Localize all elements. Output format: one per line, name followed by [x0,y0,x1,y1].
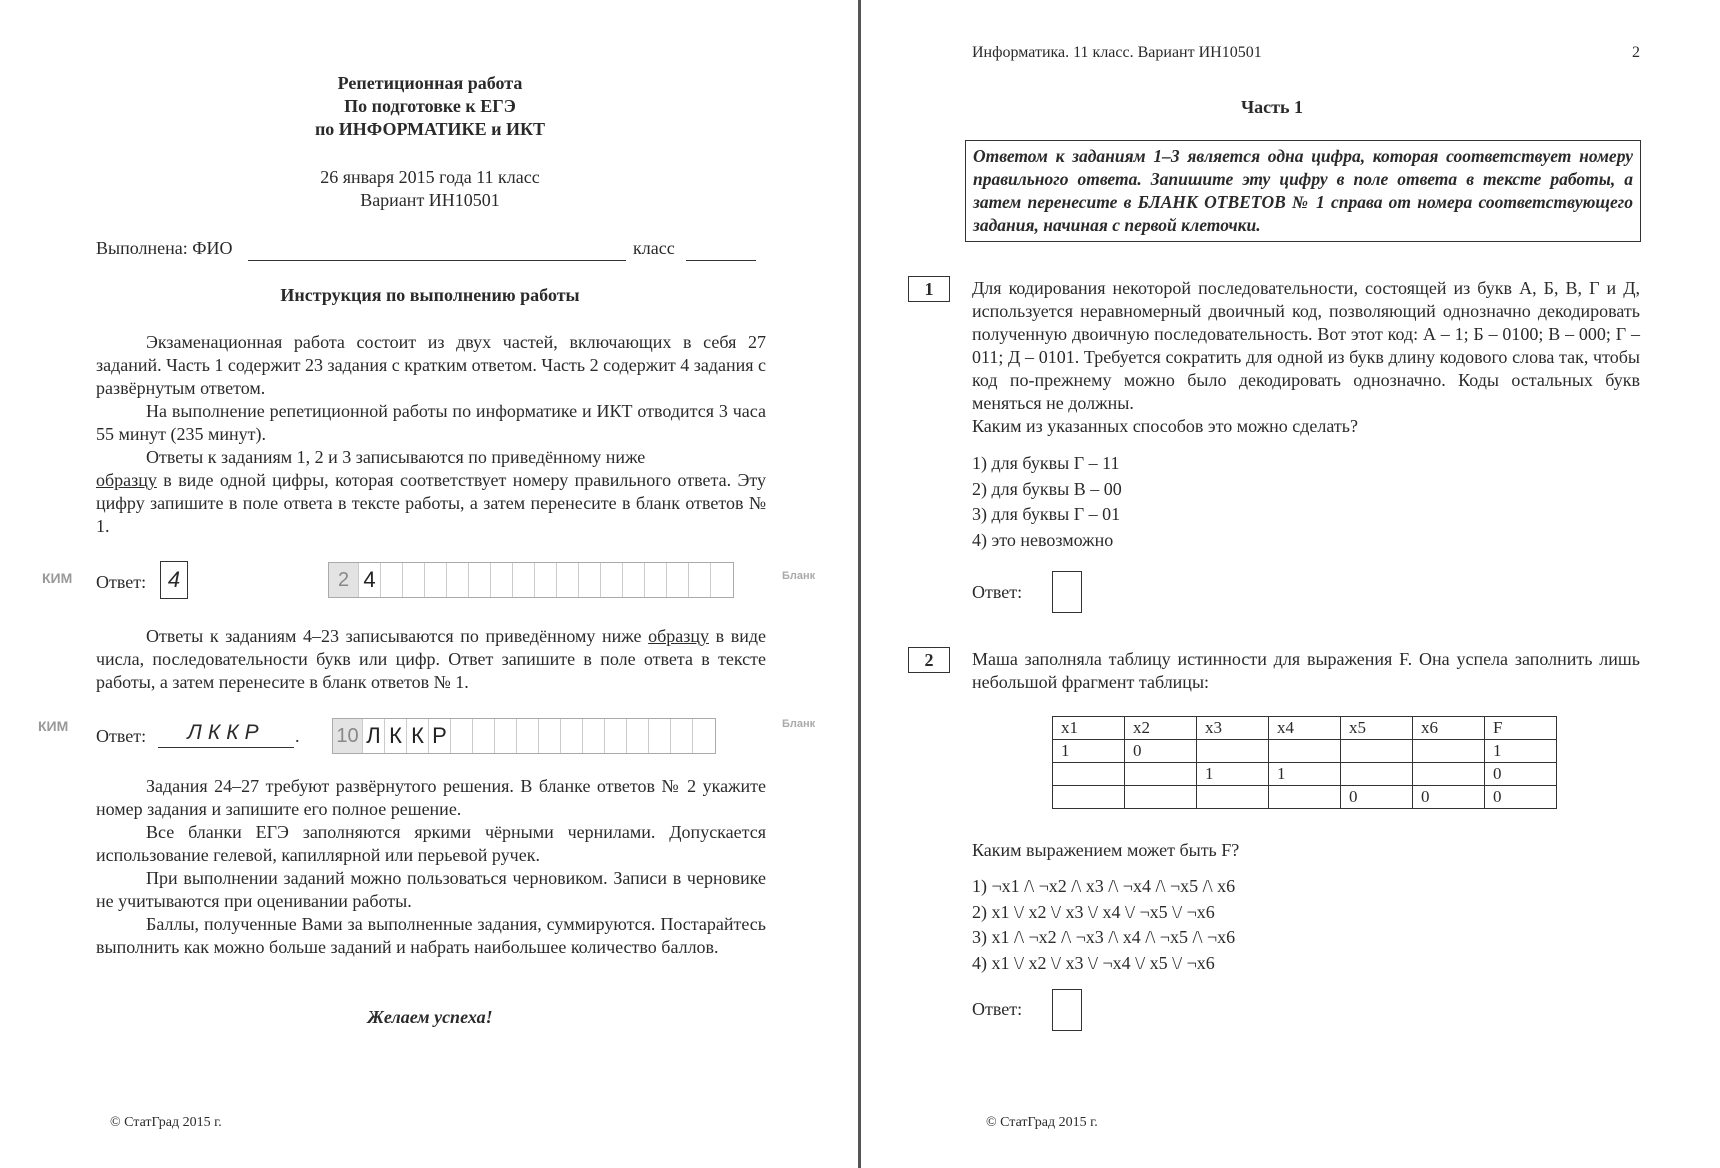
instructions-body-1 [96,331,766,538]
kim-label-1: КИМ [42,570,73,586]
table-cell: 1 [1485,740,1557,763]
header-cell: x1 [1053,717,1125,740]
paragraph-2: На выполнение репетиционной работы по информатике и ИКТ отводится 3 часа 55 минут (235 минут). [96,401,766,444]
task2-option-4[interactable]: 4) x1 \/ x2 \/ x3 \/ ¬x4 \/ x5 \/ ¬x6 [972,952,1215,973]
paragraph-8: Баллы, полученные Вами за выполненные задания, суммируются. Постарайтесь выполнить как можно больше заданий и набрать наибольшее количество баллов. [96,914,766,957]
blank-cell [469,563,491,597]
title-block [230,72,630,141]
table-cell [1413,763,1485,786]
table-cell [1125,763,1197,786]
left-page [0,0,858,1168]
header-cell: x6 [1413,717,1485,740]
blank-cell [557,563,579,597]
example2-blank-cell: К [385,719,407,753]
blank-cell [649,719,671,753]
table-cell [1053,786,1125,809]
example2-blank-task-number: 10 [333,719,363,753]
class-input-line[interactable] [686,260,756,261]
right-page [862,0,1720,1168]
blank-label-2: Бланк [782,718,816,730]
example1-blank-cell: 4 [359,563,381,597]
blank-cell [513,563,535,597]
left-footer: © СтатГрад 2015 г. [110,1115,222,1130]
variant-line: Вариант ИН10501 [360,190,500,210]
table-cell [1269,786,1341,809]
right-footer: © СтатГрад 2015 г. [986,1115,1098,1130]
table-cell: 0 [1485,786,1557,809]
truth-table [1052,716,1557,809]
fio-input-line[interactable] [248,260,626,261]
paragraph-4-end: в виде числа, последовательности букв или цифр. Ответ запишите в поле ответа в тексте работы, а затем перенесите в бланк ответов № 1. [96,626,767,692]
task1-option-2[interactable]: 2) для буквы В – 00 [972,478,1122,499]
truth-table-header [1053,717,1557,740]
title-line-2: По подготовке к ЕГЭ [344,96,516,116]
paragraph-7: При выполнении заданий можно пользоваться черновиком. Записи в черновике не учитываются при оценивании работы. [96,868,766,911]
task1-answer-label: Ответ: [972,582,1023,602]
blank-cell [601,563,623,597]
blank-cell [381,563,403,597]
task1-option-3[interactable]: 3) для буквы Г – 01 [972,504,1121,524]
header-cell: x3 [1197,717,1269,740]
blank-cell [711,563,733,597]
table-cell [1197,740,1269,763]
task2-answer-label: Ответ: [972,999,1023,1019]
page-divider [858,0,861,1168]
class-label: класс [633,238,675,258]
fio-row [96,238,766,264]
header-cell: x5 [1341,717,1413,740]
blank-cell [583,719,605,753]
task2-question: Каким выражением может быть F? [972,840,1240,860]
task1-options [972,451,1122,553]
table-cell: 0 [1125,740,1197,763]
closing-wish: Желаем успеха! [367,1007,493,1027]
table-row [1053,763,1557,786]
date-block [230,166,630,212]
paragraph-4-start: Ответы к заданиям 4–23 записываются по приведённому ниже [146,626,642,646]
blank-cell [425,563,447,597]
example1-answer-label: Ответ: [96,572,147,592]
date-line: 26 января 2015 года 11 класс [320,167,540,187]
example2-answer-line: ЛККР [158,721,294,748]
instructions-body-2 [96,625,766,694]
example2-blank-cell: Р [429,719,451,753]
sample-link-1: образцу [96,470,157,490]
task2-option-1[interactable]: 1) ¬x1 /\ ¬x2 /\ x3 /\ ¬x4 /\ ¬x5 /\ x6 [972,876,1236,896]
table-cell: 1 [1053,740,1125,763]
page-number: 2 [1632,44,1640,61]
table-cell: 0 [1341,786,1413,809]
example2-blank-cell: К [407,719,429,753]
paragraph-3-end: в виде одной цифры, которая соответствует номеру правильного ответа. Эту цифру запишите в поле ответа в тексте работы, а затем перенесите в бланк ответов № 1. [96,470,767,536]
blank-cell [539,719,561,753]
instructions-heading: Инструкция по выполнению работы [280,285,580,305]
title-line-3: по ИНФОРМАТИКЕ и ИКТ [314,119,546,139]
task2-number: 2 [908,647,950,673]
table-cell [1413,740,1485,763]
table-row [1053,786,1557,809]
blank-cell [517,719,539,753]
blank-cell [447,563,469,597]
table-cell: 1 [1269,763,1341,786]
task2-option-2[interactable]: 2) x1 \/ x2 \/ x3 \/ x4 \/ ¬x5 \/ ¬x6 [972,901,1215,922]
blank-cell [667,563,689,597]
title-line-1: Репетиционная работа [337,73,523,93]
task2-text: Маша заполняла таблицу истинности для выражения F. Она успела заполнить лишь небольшой фрагмент таблицы: [972,649,1640,692]
table-cell [1197,786,1269,809]
paragraph-3 [96,446,766,538]
table-cell [1125,786,1197,809]
blank-cell [451,719,473,753]
header-cell: F [1485,717,1557,740]
blank-cell [473,719,495,753]
blank-cell [627,719,649,753]
table-cell [1053,763,1125,786]
fio-label: Выполнена: ФИО [96,238,233,258]
blank-cell [561,719,583,753]
example1-answer-box: 4 [160,561,188,599]
example2-period: . [295,726,300,746]
example1-blank-cells [328,562,734,598]
example2-blank-cells [332,718,716,754]
table-cell [1341,763,1413,786]
task2-answer-box[interactable] [1052,989,1082,1031]
blank-cell [623,563,645,597]
blank-cell [605,719,627,753]
instructions-body-3 [96,775,766,959]
task1-number: 1 [908,276,950,302]
blank-cell [491,563,513,597]
table-cell: 0 [1485,763,1557,786]
kim-label-2: КИМ [38,718,69,734]
part-title: Часть 1 [1240,97,1304,117]
blank-cell [645,563,667,597]
paragraph-5: Задания 24–27 требуют развёрнутого решения. В бланке ответов № 2 укажите номер задания и запишите его полное решение. [96,776,766,819]
blank-label-1: Бланк [782,570,816,582]
blank-cell [535,563,557,597]
header-cell: x4 [1269,717,1341,740]
blank-cell [579,563,601,597]
task1-option-4[interactable]: 4) это невозможно [972,529,1114,550]
blank-cell [403,563,425,597]
table-cell: 0 [1413,786,1485,809]
task1-answer-box[interactable] [1052,571,1082,613]
task1-text: Для кодирования некоторой последовательности, состоящей из букв А, Б, В, Г и Д, используется неравномерный двоичный код, позволяющий однозначно декодировать полученную двоичную последовательность. Вот этот код: А – 1; Б – 0100; В – 000; Г – 011; Д – 0101. Требуется сократить для одной из букв длину кодового слова так, чтобы код по-прежнему можно было декодировать однозначно. Коды остальных букв меняться не должны. [972,278,1640,413]
task1-question: Каким из указанных способов это можно сделать? [972,416,1358,436]
table-row [1053,740,1557,763]
sample-link-2: образцу [648,626,709,646]
example2-blank-cell: Л [363,719,385,753]
task1-option-1[interactable]: 1) для буквы Г – 11 [972,453,1120,473]
example2-answer-label: Ответ: [96,726,147,746]
paragraph-4 [96,625,766,694]
example1-blank-task-number: 2 [329,563,359,597]
table-cell: 1 [1197,763,1269,786]
task2-options [972,874,1235,976]
blank-cell [671,719,693,753]
instruction-box: Ответом к заданиям 1–3 является одна цифра, которая соответствует номеру правильного ответа. Запишите эту цифру в поле ответа в тексте работы, а затем перенесите в БЛАНК ОТВЕТОВ № 1 справа от номера соответствующего задания, начиная с первой клеточки. [965,140,1641,242]
running-header: Информатика. 11 класс. Вариант ИН10501 [972,44,1262,61]
paragraph-3-start: Ответы к заданиям 1, 2 и 3 записываются по приведённому ниже [146,447,646,467]
header-cell: x2 [1125,717,1197,740]
table-cell [1341,740,1413,763]
table-cell [1269,740,1341,763]
paragraph-1: Экзаменационная работа состоит из двух частей, включающих в себя 27 заданий. Часть 1 содержит 23 задания с кратким ответом. Часть 2 содержит 4 задания с развёрнутым ответом. [96,332,766,398]
blank-cell [495,719,517,753]
blank-cell [693,719,715,753]
paragraph-6: Все бланки ЕГЭ заполняются яркими чёрными чернилами. Допускается использование гелевой, капиллярной или перьевой ручек. [96,822,766,865]
blank-cell [689,563,711,597]
task2-option-3[interactable]: 3) x1 /\ ¬x2 /\ ¬x3 /\ x4 /\ ¬x5 /\ ¬x6 [972,927,1236,947]
